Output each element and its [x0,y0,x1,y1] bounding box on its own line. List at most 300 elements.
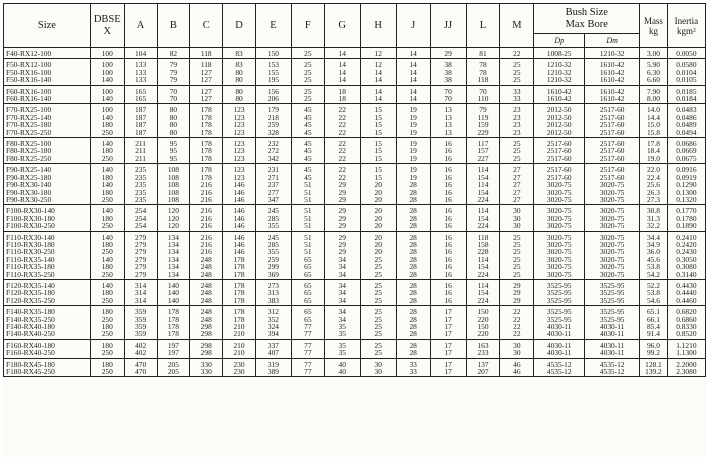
g-value: 34 [338,307,346,317]
e-value: 155 [267,67,279,77]
mass-value: 15.0 [646,120,660,130]
jj-value: 16 [444,295,452,305]
cell-j [396,205,430,231]
cell-a [124,279,157,305]
size-value: F70-RX25-140 [6,112,52,122]
dp-value: 2517-60 [546,139,572,149]
a-value: 235 [135,180,147,190]
b-value: 80 [169,105,178,115]
f-value: 25 [304,94,312,104]
inertia-value: 0.2430 [676,247,697,257]
inertia-value: 0.0916 [676,165,697,175]
cell-l [466,231,500,279]
a-value: 254 [135,206,147,216]
j-value: 19 [409,139,417,149]
jj-value: 38 [444,67,452,77]
l-value: 117 [477,139,489,149]
cell-h [360,279,396,305]
b-value: 80 [169,127,178,137]
dp-value: 1008-25 [546,49,572,58]
d-value: 123 [233,112,245,122]
e-value: 259 [267,254,279,264]
l-value: 154 [477,187,489,197]
col-header-inertia [667,4,705,48]
c-value: 216 [200,180,212,190]
size-value: F50-RX16-100 [6,67,52,77]
b-value: 70 [169,94,178,104]
j-value: 28 [409,340,417,350]
f-value: 77 [304,340,312,350]
m-value: 22 [513,49,521,58]
cell-a [124,339,157,358]
col-header-dp: Dp [534,34,585,48]
e-value: 394 [267,329,279,339]
g-value: 35 [338,329,346,339]
h-value: 20 [374,206,382,216]
cell-m [500,59,534,85]
x-value: 180 [101,262,113,272]
c-value: 127 [200,94,212,104]
inertia-value: 0.0486 [676,112,697,122]
c-value: 178 [200,139,212,149]
cell-g [324,205,360,231]
m-value: 30 [513,206,521,216]
size-value: F70-RX25-180 [6,120,52,130]
cell-dp [534,59,585,85]
x-value: 140 [101,232,113,242]
m-value: 33 [513,86,521,96]
dp-value: 2012-50 [546,112,572,122]
col-header-g: G [324,4,360,48]
dp-value: 2012-50 [546,120,572,130]
cell-dm [585,85,640,104]
jj-value: 17 [444,329,452,339]
dp-value: 4030-11 [547,348,572,358]
mass-value: 18.4 [646,146,660,156]
x-value: 100 [101,67,113,77]
dm-value: 2517-60 [599,146,625,156]
size-value: F50-RX16-140 [6,75,52,85]
cell-f [291,339,324,358]
cell-x [90,231,124,279]
cell-b [157,85,190,104]
x-value: 140 [101,180,113,190]
cell-x [90,48,124,59]
x-value: 140 [101,75,113,85]
mass-value: 7.90 [646,86,660,96]
dp-value: 2517-60 [546,153,572,163]
inertia-value: 1.1300 [676,348,697,358]
j-value: 28 [409,187,417,197]
f-value: 25 [304,67,312,77]
size-value: F110-RX35-140 [6,254,55,264]
l-value: 79 [479,105,487,115]
cell-dm [585,358,640,377]
col-header-c: C [190,4,223,48]
e-value: 407 [267,348,279,358]
c-value: 298 [200,340,212,350]
cell-dp [534,138,585,164]
dm-value: 2517-60 [599,105,625,115]
j-value: 14 [409,94,417,104]
a-value: 359 [135,322,147,331]
cell-dp [534,164,585,205]
c-value: 248 [200,288,212,298]
dm-value: 4030-11 [599,340,625,350]
dp-value: 4030-11 [547,329,572,339]
cell-a [124,48,157,59]
l-value: 163 [477,340,489,350]
cell-inertia [667,164,705,205]
cell-h [360,205,396,231]
j-value: 14 [409,60,417,70]
c-value: 248 [200,254,212,264]
x-value: 180 [101,340,113,350]
dm-value: 3020-75 [599,213,625,223]
m-value: 30 [513,348,521,358]
x-value: 140 [101,139,113,149]
cell-f [291,231,324,279]
cell-inertia [667,279,705,305]
cell-m [500,104,534,138]
dp-value: 4030-11 [547,322,572,331]
j-value: 28 [409,180,417,190]
cell-x [90,59,124,85]
a-value: 235 [135,165,147,175]
cell-f [291,205,324,231]
h-value: 25 [374,314,382,324]
mass-value: 5.90 [646,60,660,70]
f-value: 45 [304,120,312,130]
l-value: 78 [479,67,487,77]
dp-value: 3525-95 [546,280,572,290]
l-value: 110 [477,94,489,104]
cell-mass [640,138,668,164]
cell-inertia [667,48,705,59]
cell-m [500,339,534,358]
cell-g [324,339,360,358]
e-value: 195 [267,75,279,85]
x-value: 250 [101,367,113,377]
col-header-dm: Dm [585,34,640,48]
cell-jj [430,279,466,305]
m-value: 27 [513,165,521,175]
size-value: F40-RX12-100 [6,49,52,58]
a-value: 279 [135,239,147,249]
cell-m [500,231,534,279]
cell-h [360,164,396,205]
d-value: 123 [233,139,245,149]
a-value: 235 [135,194,147,204]
size-value: F180-RX45-250 [6,367,55,377]
d-value: 83 [235,49,243,58]
cell-f [291,85,324,104]
m-value: 25 [513,239,521,249]
g-value: 35 [338,322,346,331]
j-value: 28 [409,232,417,242]
table-row-group [4,85,706,104]
col-header-d: D [223,4,256,48]
a-value: 133 [135,67,147,77]
cell-j [396,48,430,59]
cell-size [4,138,91,164]
c-value: 248 [200,295,212,305]
h-value: 20 [374,187,382,197]
x-value: 180 [101,172,113,182]
cell-g [324,358,360,377]
c-value: 216 [200,221,212,231]
m-value: 25 [513,254,521,264]
h-value: 25 [374,322,382,331]
d-value: 146 [233,213,245,223]
m-value: 27 [513,172,521,182]
a-value: 279 [135,269,147,279]
d-value: 146 [233,180,245,190]
f-value: 51 [304,221,312,231]
table-row-group [4,59,706,85]
col-header-jj: JJ [430,4,466,48]
d-value: 146 [233,232,245,242]
f-value: 25 [304,86,312,96]
m-value: 27 [513,194,521,204]
d-value: 80 [235,94,243,104]
dimensions-table [3,3,706,377]
j-value: 28 [409,269,417,279]
e-value: 389 [267,367,279,377]
m-value: 22 [513,329,521,339]
size-value: F160-RX40-250 [6,348,55,358]
dm-value: 4535-12 [599,367,625,377]
b-value: 79 [169,60,178,70]
g-value: 14 [338,49,346,58]
size-value: F90-RX30-250 [6,194,52,204]
c-value: 298 [200,329,212,339]
table-header [4,4,706,48]
c-value: 330 [200,359,212,369]
cell-dm [585,164,640,205]
g-value: 35 [338,340,346,350]
cell-b [157,358,190,377]
x-value: 250 [101,194,113,204]
mass-value: 53.8 [646,288,660,298]
mass-value: 85.4 [646,322,660,331]
e-value: 156 [267,86,279,96]
cell-jj [430,85,466,104]
mass-value: 14.4 [646,112,660,122]
size-value: F160-RX40-180 [6,340,55,350]
l-value: 233 [477,348,489,358]
cell-b [157,205,190,231]
j-value: 19 [409,165,417,175]
dm-value: 3020-75 [599,187,625,197]
mass-value: 139.2 [645,367,662,377]
c-value: 178 [200,146,212,156]
dbse-label: DBSE [93,13,121,25]
h-value: 15 [374,127,382,137]
a-value: 470 [135,367,147,377]
b-value: 95 [169,139,178,149]
jj-value: 70 [444,86,452,96]
x-value: 140 [101,94,113,104]
d-value: 178 [233,314,245,324]
a-value: 133 [135,60,147,70]
mass-value: 6.60 [646,75,660,85]
inertia-value: 0.0185 [676,86,697,96]
d-value: 178 [233,288,245,298]
e-value: 328 [267,127,279,137]
cell-d [223,279,256,305]
g-value: 22 [338,120,346,130]
cell-mass [640,279,668,305]
dm-value: 3020-75 [599,232,625,242]
size-value: F80-RX25-180 [6,146,52,156]
e-value: 324 [267,322,279,331]
h-value: 15 [374,153,382,163]
a-value: 187 [135,120,147,130]
cell-l [466,205,500,231]
m-value: 46 [513,367,521,377]
dm-value: 3020-75 [599,194,625,204]
d-value: 123 [233,146,245,156]
cell-g [324,85,360,104]
cell-j [396,231,430,279]
cell-l [466,59,500,85]
j-value: 28 [409,239,417,249]
cell-b [157,279,190,305]
a-value: 279 [135,247,147,257]
j-value: 28 [409,206,417,216]
mass-label: Mass [643,15,663,26]
b-value: 82 [169,49,178,58]
cell-g [324,279,360,305]
f-value: 77 [304,367,312,377]
cell-f [291,138,324,164]
cell-m [500,85,534,104]
c-value: 178 [200,127,212,137]
d-value: 178 [233,269,245,279]
d-value: 123 [233,120,245,130]
x-value: 250 [101,348,113,358]
dp-value: 2012-50 [546,127,572,137]
h-value: 25 [374,269,382,279]
h-value: 25 [374,254,382,264]
cell-size [4,358,91,377]
b-value: 178 [167,322,179,331]
d-value: 123 [233,127,245,137]
l-value: 154 [477,288,489,298]
cell-a [124,85,157,104]
jj-value: 38 [444,75,452,85]
cell-c [190,138,223,164]
x-value: 250 [101,127,113,137]
dp-value: 3525-95 [546,314,572,324]
d-value: 123 [233,165,245,175]
d-value: 80 [235,67,243,77]
table-row-group [4,138,706,164]
max-bore-label: Max Bore [565,18,608,30]
inertia-label: Inertia [674,15,699,26]
d-value: 83 [235,60,243,70]
size-value: F140-RX35-250 [6,314,55,324]
d-value: 178 [233,280,245,290]
cell-j [396,59,430,85]
cell-mass [640,306,668,340]
col-header-j: J [396,4,430,48]
table-row-group [4,104,706,138]
mass-value: 52.2 [646,280,660,290]
b-value: 120 [167,213,179,223]
m-value: 25 [513,269,521,279]
b-value: 79 [169,75,178,85]
e-value: 383 [267,295,279,305]
dm-value: 2517-60 [599,120,625,130]
c-value: 248 [200,314,212,324]
h-value: 25 [374,295,382,305]
l-value: 228 [477,247,489,257]
cell-h [360,358,396,377]
cell-e [255,164,291,205]
cell-e [255,231,291,279]
m-value: 30 [513,213,521,223]
f-value: 45 [304,172,312,182]
f-value: 25 [304,49,312,58]
l-value: 114 [477,180,489,190]
j-value: 28 [409,221,417,231]
x-value: 140 [101,254,113,264]
b-value: 205 [167,367,179,377]
cell-b [157,138,190,164]
cell-size [4,164,91,205]
inertia-value: 0.3050 [676,254,697,264]
dm-value: 3020-75 [599,239,625,249]
h-value: 20 [374,194,382,204]
table-row-group [4,205,706,231]
cell-x [90,306,124,340]
l-value: 224 [477,194,489,204]
dp-value: 3020-75 [546,262,572,272]
h-value: 15 [374,139,382,149]
b-value: 140 [167,295,179,305]
c-value: 298 [200,348,212,358]
b-value: 178 [167,307,179,317]
inertia-value: 1.1210 [676,340,697,350]
size-value: F70-RX25-250 [6,127,52,137]
d-value: 80 [235,86,243,96]
jj-value: 16 [444,180,452,190]
x-value: 250 [101,269,113,279]
cell-dp [534,85,585,104]
m-value: 25 [513,146,521,156]
x-value: 100 [101,86,113,96]
dm-value: 3525-95 [599,288,625,298]
col-header-f: F [291,4,324,48]
a-value: 279 [135,232,147,242]
f-value: 45 [304,105,312,115]
dm-value: 3020-75 [599,221,625,231]
h-value: 12 [374,49,382,58]
dp-value: 2517-60 [546,165,572,175]
inertia-value: 0.6860 [676,314,697,324]
a-value: 402 [135,348,147,358]
h-value: 25 [374,288,382,298]
inertia-value: 0.1780 [676,213,697,223]
cell-e [255,59,291,85]
m-value: 25 [513,75,521,85]
cell-dm [585,48,640,59]
cell-e [255,205,291,231]
spec-sheet [3,3,706,457]
cell-inertia [667,231,705,279]
